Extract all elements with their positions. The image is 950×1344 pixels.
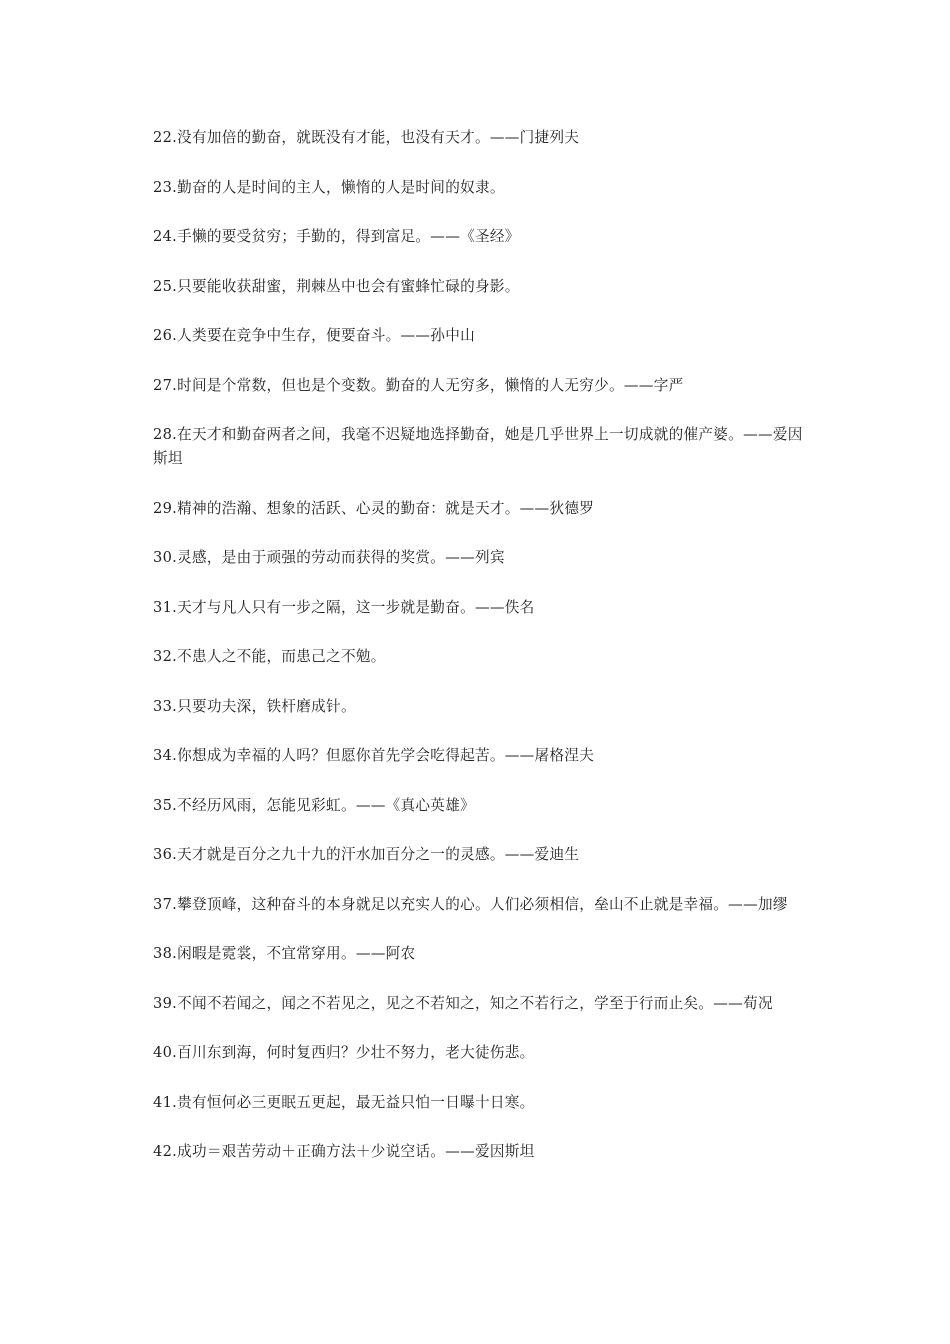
quote-41: 41.贵有恒何必三更眠五更起，最无益只怕一日曝十日寒。 xyxy=(153,1093,535,1111)
quote-31: 31.天才与凡人只有一步之隔，这一步就是勤奋。——佚名 xyxy=(153,598,535,616)
quote-37: 37.攀登顶峰，这种奋斗的本身就足以充实人的心。人们必须相信，垒山不止就是幸福。——加缪 xyxy=(153,895,788,913)
quote-25: 25.只要能收获甜蜜，荆棘丛中也会有蜜蜂忙碌的身影。 xyxy=(153,277,520,295)
quote-32: 32.不患人之不能，而患己之不勉。 xyxy=(153,648,386,665)
quote-34: 34.你想成为幸福的人吗？但愿你首先学会吃得起苦。——屠格涅夫 xyxy=(153,747,595,764)
quote-24: 24.手懒的要受贫穷；手勤的，得到富足。——《圣经》 xyxy=(153,228,520,245)
quote-40: 40.百川东到海，何时复西归？少壮不努力，老大徒伤悲。 xyxy=(153,1044,535,1061)
quote-39: 39.不闻不若闻之，闻之不若见之，见之不若知之，知之不若行之，学至于行而止矣。——荀况 xyxy=(153,994,773,1012)
quote-33: 33.只要功夫深，铁杆磨成针。 xyxy=(153,697,356,715)
quote-30: 30.灵感，是由于顽强的劳动而获得的奖赏。——列宾 xyxy=(153,549,505,566)
quote-38: 38.闲暇是霓裳，不宜常穿用。——阿农 xyxy=(153,945,416,962)
quote-29: 29.精神的浩瀚、想象的活跃、心灵的勤奋：就是天才。——狄德罗 xyxy=(153,499,595,517)
quote-27: 27.时间是个常数，但也是个变数。勤奋的人无穷多，懒惰的人无穷少。——字严 xyxy=(153,376,684,394)
quote-26: 26.人类要在竞争中生存，便要奋斗。——孙中山 xyxy=(153,327,475,344)
quote-42: 42.成功＝艰苦劳动＋正确方法＋少说空话。——爱因斯坦 xyxy=(153,1143,535,1160)
quote-28: 28.在天才和勤奋两者之间，我毫不迟疑地选择勤奋，她是几乎世界上一切成就的催产婆。——爱因斯坦 xyxy=(153,426,803,467)
quote-23: 23.勤奋的人是时间的主人，懒惰的人是时间的奴隶。 xyxy=(153,178,505,196)
quote-35: 35.不经历风雨，怎能见彩虹。——《真心英雄》 xyxy=(153,796,475,814)
quote-list xyxy=(153,126,813,1190)
quote-36: 36.天才就是百分之九十九的汗水加百分之一的灵感。——爱迪生 xyxy=(153,846,580,863)
quote-22: 22.没有加倍的勤奋，就既没有才能，也没有天才。——门捷列夫 xyxy=(153,129,580,146)
